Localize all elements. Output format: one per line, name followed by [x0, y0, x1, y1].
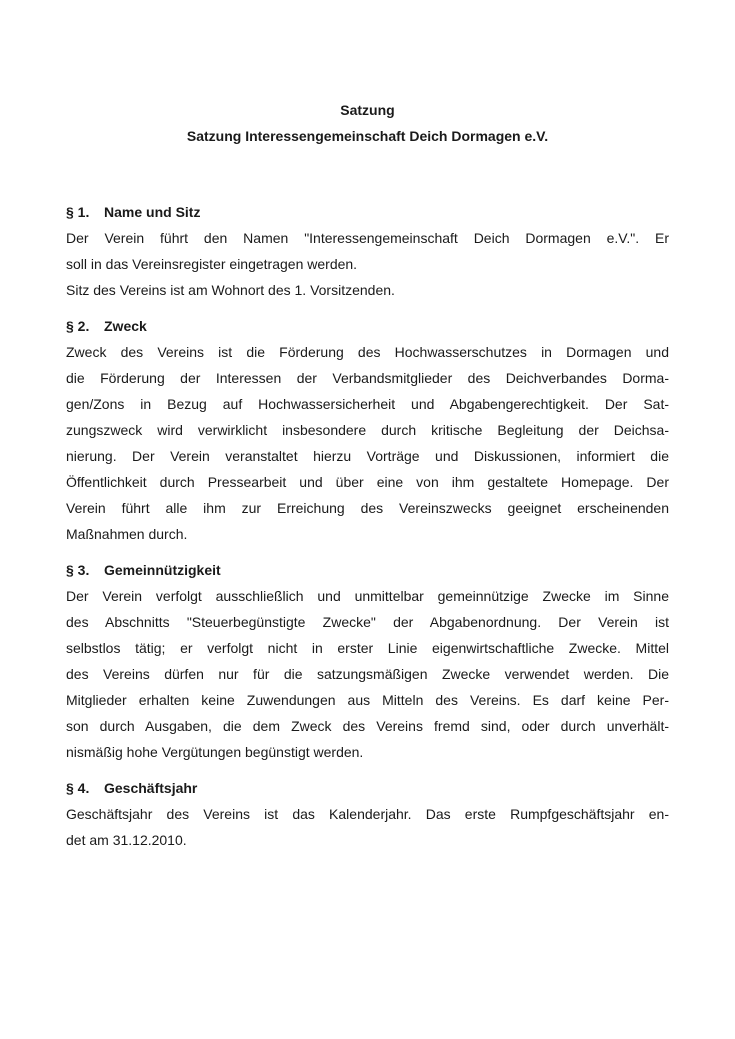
text-line: son durch Ausgaben, die dem Zweck des Vereins fremd sind, oder durch unverhält- [66, 718, 669, 734]
page-content [66, 97, 669, 853]
section-number: § 4. [66, 780, 90, 796]
section-heading [66, 557, 669, 583]
section-title: Geschäftsjahr [104, 780, 198, 796]
paragraph [66, 583, 669, 765]
section-number: § 1. [66, 204, 90, 220]
paragraph [66, 801, 669, 853]
text-line: Verein führt alle ihm zur Erreichung des Vereinszwecks geeignet erscheinenden [66, 500, 669, 516]
section-title: Zweck [104, 318, 147, 334]
text-line: des Abschnitts "Steuerbegünstigte Zwecke" der Abgabenordnung. Der Verein ist [66, 614, 669, 630]
statute-section [66, 557, 669, 765]
text-line: Maßnahmen durch. [66, 526, 188, 542]
text-line: die Förderung der Interessen der Verbandsmitglieder des Deichverbandes Dorma- [66, 370, 669, 386]
text-line: Geschäftsjahr des Vereins ist das Kalenderjahr. Das erste Rumpfgeschäftsjahr en- [66, 806, 669, 822]
text-line: Zweck des Vereins ist die Förderung des Hochwasserschutzes in Dormagen und [66, 344, 669, 360]
paragraph [66, 339, 669, 547]
section-heading [66, 199, 669, 225]
text-line: Der Verein verfolgt ausschließlich und unmittelbar gemeinnützige Zwecke im Sinne [66, 588, 669, 604]
document-subtitle: Satzung Interessengemeinschaft Deich Dormagen e.V. [186, 128, 549, 144]
section-heading [66, 313, 669, 339]
paragraph [66, 225, 669, 277]
text-line: Öffentlichkeit durch Pressearbeit und über eine von ihm gestaltete Homepage. Der [66, 474, 669, 490]
text-line: soll in das Vereinsregister eingetragen werden. [66, 256, 358, 272]
text-line: zungszweck wird verwirklicht insbesondere durch kritische Begleitung der Deichsa- [66, 422, 669, 438]
text-line: Der Verein führt den Namen "Interessengemeinschaft Deich Dormagen e.V.". Er [66, 230, 669, 246]
text-line: Sitz des Vereins ist am Wohnort des 1. Vorsitzenden. [66, 282, 395, 298]
statute-section [66, 199, 669, 303]
text-line: Mitglieder erhalten keine Zuwendungen aus Mitteln des Vereins. Es darf keine Per- [66, 692, 669, 708]
text-line: det am 31.12.2010. [66, 832, 187, 848]
paragraph [66, 277, 669, 303]
text-line: selbstlos tätig; er verfolgt nicht in erster Linie eigenwirtschaftliche Zwecke. Mittel [66, 640, 669, 656]
document-title: Satzung [340, 102, 395, 118]
section-number: § 3. [66, 562, 90, 578]
section-number: § 2. [66, 318, 90, 334]
text-line: des Vereins dürfen nur für die satzungsmäßigen Zwecke verwendet werden. Die [66, 666, 669, 682]
text-line: nierung. Der Verein veranstaltet hierzu Vorträge und Diskussionen, informiert die [66, 448, 669, 464]
sections-container [66, 199, 669, 853]
section-heading [66, 775, 669, 801]
section-title: Gemeinnützigkeit [104, 562, 221, 578]
statute-section [66, 775, 669, 853]
statute-section [66, 313, 669, 547]
text-line: gen/Zons in Bezug auf Hochwassersicherheit und Abgabengerechtigkeit. Der Sat- [66, 396, 669, 412]
section-title: Name und Sitz [104, 204, 201, 220]
text-line: nismäßig hohe Vergütungen begünstigt werden. [66, 744, 364, 760]
